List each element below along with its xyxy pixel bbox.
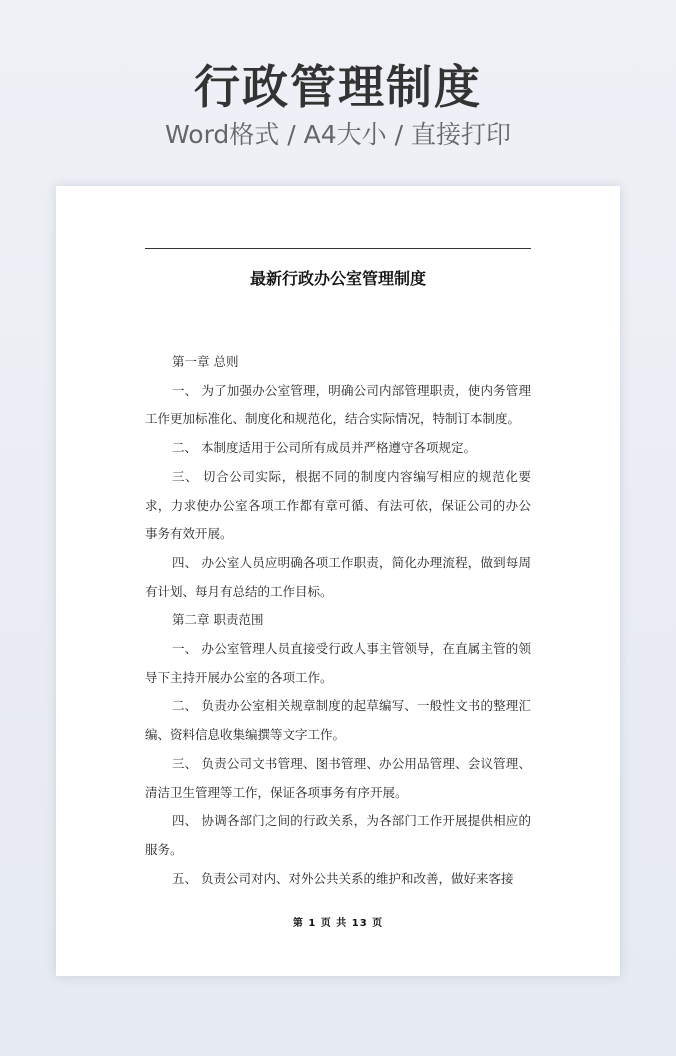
banner-subtitle: Word格式 / A4大小 / 直接打印	[165, 120, 511, 149]
paragraph: 四、 协调各部门之间的行政关系，为各部门工作开展提供相应的服务。	[145, 813, 531, 857]
chapter-heading: 第一章 总则	[172, 354, 239, 369]
banner-title: 行政管理制度	[194, 60, 482, 114]
document-page	[56, 186, 620, 976]
paragraph: 一、 办公室管理人员直接受行政人事主管领导，在直属主管的领导下主持开展办公室的各项工作。	[145, 641, 531, 685]
document-body	[145, 348, 531, 893]
paragraph: 五、 负责公司对内、对外公共关系的维护和改善，做好来客接	[172, 870, 514, 886]
paragraph: 三、 切合公司实际，根据不同的制度内容编写相应的规范化要求，力求使办公室各项工作都有章可循、有法可依，保证公司的办公事务有效开展。	[145, 468, 531, 542]
paragraph: 三、 负责公司文书管理、图书管理、办公用品管理、会议管理、清洁卫生管理等工作，保证各项事务有序开展。	[145, 755, 531, 800]
paragraph: 二、 本制度适用于公司所有成员并严格遵守各项规定。	[172, 440, 476, 456]
document-title: 最新行政办公室管理制度	[249, 269, 426, 288]
paragraph: 二、 负责办公室相关规章制度的起草编写、一般性文书的整理汇编、资料信息收集编撰等文字工作。	[145, 698, 531, 743]
chapter-heading: 第二章 职责范围	[172, 612, 264, 628]
paragraph: 一、 为了加强办公室管理，明确公司内部管理职责，使内务管理工作更加标准化、制度化和规范化，结合实际情况，特制订本制度。	[145, 382, 531, 427]
paragraph: 四、 办公室人员应明确各项工作职责，简化办理流程，做到每周有计划、每月有总结的工作目标。	[145, 554, 531, 599]
page-number: 第 1 页 共 13 页	[292, 918, 384, 929]
header-rule	[145, 248, 531, 249]
